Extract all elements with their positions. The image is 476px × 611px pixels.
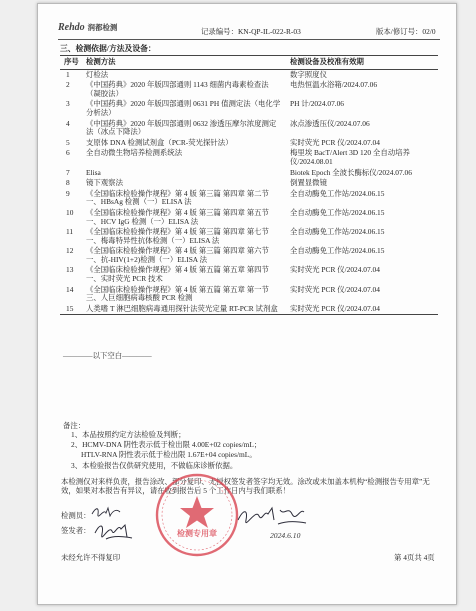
row-equipment: 电热恒温水浴箱/2024.07.06 bbox=[290, 80, 378, 90]
table-row bbox=[60, 70, 438, 81]
table-row bbox=[60, 80, 438, 99]
disclaimer-text: 本检测仅对来样负责，报告涂改、部分复印、无授权签发者签字均无效。涂改或未加盖本机构“检测报告专用章”无效，如果对本报告有异议，请在收到报告后 5 个工作日内与我们联系！ bbox=[61, 477, 430, 495]
row-number: 4 bbox=[66, 118, 70, 128]
table-row bbox=[60, 285, 438, 304]
row-equipment: Biotek Epoch 全波长酶标仪/2024.07.06 bbox=[290, 167, 412, 177]
issuer-label: 签发者： bbox=[61, 526, 91, 535]
remark-item: 2、HCMV-DNA 阴性表示低于检出限 4.00E+02 copies/mL； bbox=[71, 440, 262, 449]
version-number: 版本/修订号：02/0 bbox=[376, 27, 436, 36]
row-method: 《全国临床检验操作规程》第 4 版 第三篇 第四章 第七节 一、梅毒特异性抗体检测（一）ELISA 法 bbox=[86, 227, 269, 245]
row-number: 3 bbox=[66, 99, 70, 109]
header-divider bbox=[58, 39, 440, 40]
row-equipment: 全自动酶免工作站/2024.06.15 bbox=[290, 207, 385, 217]
row-equipment: 实时荧光 PCR 仪/2024.07.04 bbox=[290, 265, 380, 275]
header-no: 序号 bbox=[64, 57, 79, 66]
row-method: 人类嗜 T 淋巴细胞病毒通用探针法荧光定量 RT-PCR 试剂盒 bbox=[86, 303, 278, 313]
remark-item: 3、本检验报告仅供研究使用，不做临床诊断依据。 bbox=[71, 461, 238, 470]
row-number: 5 bbox=[66, 137, 70, 147]
table-row bbox=[60, 99, 438, 118]
table-body bbox=[60, 70, 438, 315]
row-method: 全自动微生物培养检测系统法 bbox=[86, 148, 183, 158]
page-number: 第 4页共 4页 bbox=[394, 553, 435, 562]
section-title: 三、检测依据/方法及设备： bbox=[60, 44, 156, 53]
reviewer-signature-icon bbox=[234, 502, 308, 530]
row-method: 《中国药典》2020 年版四部通则 0632 渗透压摩尔浓度测定法（冰点下降法） bbox=[86, 118, 277, 137]
row-number: 14 bbox=[66, 284, 74, 294]
row-number: 8 bbox=[66, 178, 70, 188]
header-equipment: 检测设备及校准有效期 bbox=[290, 57, 364, 66]
signature-date: 2024.6.10 bbox=[270, 531, 301, 540]
stamp-text: 检测专用章 bbox=[177, 529, 217, 538]
remark-item: HTLV-RNA 阴性表示低于检出限 1.67E+04 copies/mL。 bbox=[81, 450, 257, 459]
remark-item: 1、本品按照约定方法检验及判断； bbox=[71, 430, 186, 439]
header-method: 检测方法 bbox=[86, 57, 116, 66]
methods-table bbox=[60, 55, 438, 315]
issuer-signature-icon bbox=[92, 519, 136, 543]
row-number: 10 bbox=[66, 207, 74, 217]
row-method: 《全国临床检验操作规程》第 4 版 第五篇 第五章 第四节 一、实时荧光 PCR 技术 bbox=[86, 265, 269, 284]
blank-below-note: ————以下空白———— bbox=[63, 351, 152, 360]
row-method: 灯检法 bbox=[86, 69, 109, 79]
table-row bbox=[60, 138, 438, 149]
table-row bbox=[60, 265, 438, 284]
row-equipment: 冰点渗透压仪/2024.07.06 bbox=[290, 118, 370, 128]
logo-text: Rehdo bbox=[58, 22, 85, 33]
row-equipment: 全自动酶免工作站/2024.06.15 bbox=[290, 246, 385, 256]
table-row bbox=[60, 168, 438, 179]
table-row bbox=[60, 304, 438, 315]
row-number: 6 bbox=[66, 148, 70, 158]
row-method: 《全国临床检验操作规程》第 4 版 第三篇 第四章 第六节 一、抗-HIV(1+2)检测（一）ELISA 法 bbox=[86, 246, 269, 264]
table-row bbox=[60, 119, 438, 138]
table-row bbox=[60, 227, 438, 246]
row-equipment: 实时荧光 PCR 仪/2024.07.04 bbox=[290, 137, 380, 147]
row-equipment: 实时荧光 PCR 仪/2024.07.04 bbox=[290, 303, 380, 313]
company-logo bbox=[58, 24, 117, 33]
row-number: 13 bbox=[66, 265, 74, 275]
row-equipment: 倒置显微镜 bbox=[290, 178, 327, 188]
row-equipment: 实时荧光 PCR 仪/2024.07.04 bbox=[290, 284, 380, 294]
row-method: 《中国药典》2020 年版四部通则 0631 PH 值测定法（电化学分析法） bbox=[86, 99, 281, 117]
row-method: Elisa bbox=[86, 167, 101, 177]
row-method: 《全国临床检验操作规程》第 4 版 第三篇 第四章 第五节 一、HCV IgG 检测（一）ELISA 法 bbox=[86, 207, 269, 226]
record-number: 记录编号：KN-QP-IL-022-R-03 bbox=[201, 27, 301, 36]
stamp-seal-icon bbox=[154, 472, 240, 558]
row-method: 《全国临床检验操作规程》第 4 版 第五篇 第五章 第一节 三、人巨细胞病毒核酸 PCR 检测 bbox=[86, 284, 269, 303]
row-method: 镜下观察法 bbox=[86, 178, 123, 188]
row-equipment: 梅里埃 BacT/Alert 3D 120 全自动培养仪/2024.08.01 bbox=[290, 148, 410, 166]
row-equipment: 数字照度仪 bbox=[290, 69, 327, 79]
logo-chinese-text: 润都检测 bbox=[87, 23, 118, 32]
row-equipment: 全自动酶免工作站/2024.06.15 bbox=[290, 227, 385, 237]
row-equipment: 全自动酶免工作站/2024.06.15 bbox=[290, 188, 385, 198]
table-row bbox=[60, 208, 438, 227]
tester-signature-icon bbox=[90, 504, 122, 520]
table-header-row bbox=[60, 56, 438, 70]
inspection-stamp bbox=[154, 472, 240, 558]
row-number: 7 bbox=[66, 167, 70, 177]
row-number: 11 bbox=[66, 227, 74, 237]
table-row bbox=[60, 148, 438, 167]
table-row bbox=[60, 189, 438, 208]
copy-notice: 未经允许不得复印 bbox=[61, 553, 121, 562]
report-page bbox=[37, 3, 457, 605]
remarks-title: 备注： bbox=[63, 421, 86, 430]
row-method: 支原体 DNA 检测试剂盒（PCR-荧光探针法） bbox=[86, 137, 233, 147]
tester-label: 检测员： bbox=[61, 511, 91, 520]
row-number: 2 bbox=[66, 80, 70, 90]
row-number: 1 bbox=[66, 69, 70, 79]
row-method: 《全国临床检验操作规程》第 4 版 第三篇 第四章 第二节 一、HBsAg 检测（一）ELISA 法 bbox=[86, 188, 269, 207]
table-row bbox=[60, 178, 438, 189]
row-equipment: PH 计/2024.07.06 bbox=[290, 99, 344, 109]
row-number: 12 bbox=[66, 246, 74, 256]
row-number: 9 bbox=[66, 188, 70, 198]
table-row bbox=[60, 246, 438, 265]
row-number: 15 bbox=[66, 303, 74, 313]
row-method: 《中国药典》2020 年版四部通则 1143 细菌内毒素检查法（凝胶法） bbox=[86, 80, 269, 98]
